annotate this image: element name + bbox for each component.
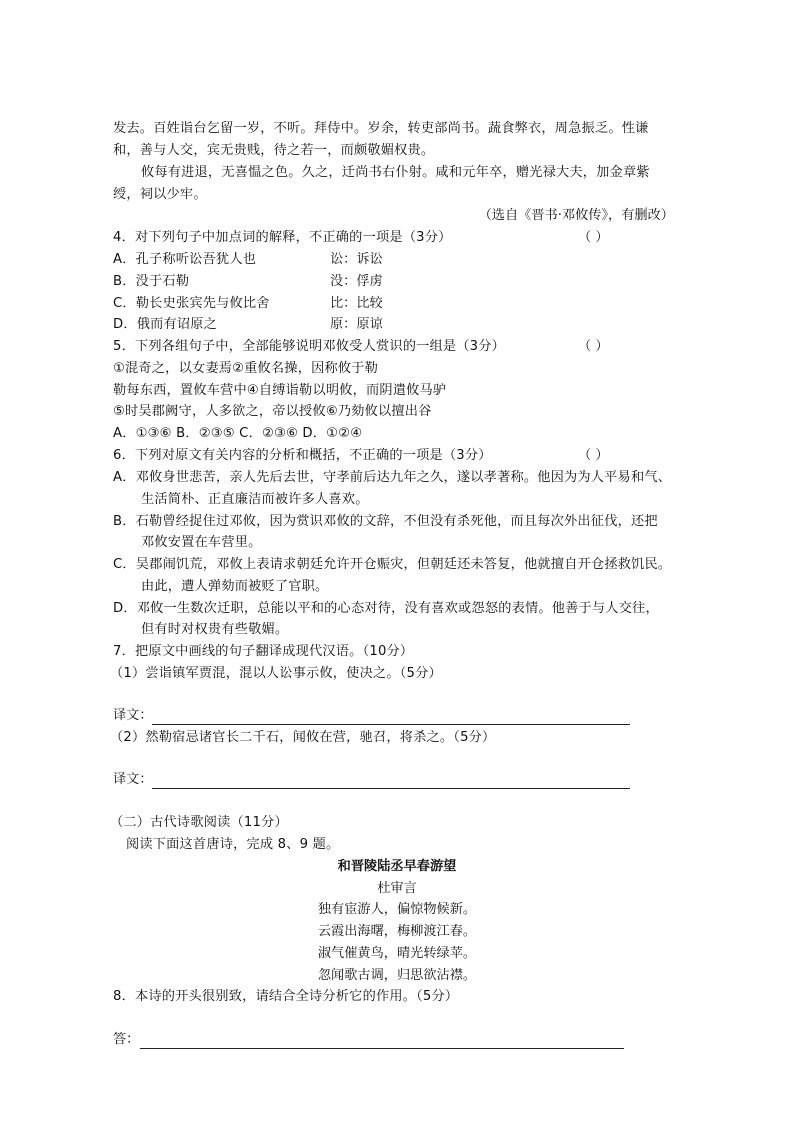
q7-sentence-2: （2）然勒宿忌诸官长二千石，闻攸在营，驰召，将杀之。（5分） [110, 730, 496, 745]
passage-line: 和，善与人交，宾无贵贱，待之若一，而颇敬媚权贵。 [113, 143, 435, 158]
passage-line: 攸每有进退，无喜愠之色。久之，迁尚书右仆射。咸和元年卒，赠光禄大夫，加金章紫 [141, 165, 650, 180]
q5-choices: A．①③⑥ B．②③⑤ C．②③⑥ D．①②④ [113, 426, 363, 441]
poem-title: 和晋陵陆丞早春游望 [337, 859, 457, 874]
q7-answer-blank-2[interactable] [152, 788, 630, 789]
poem-line: 忽闻歌古调，归思欲沾襟。 [317, 968, 477, 983]
passage-source: （选自《晋书·邓攸传》，有删改） [478, 208, 674, 223]
q4-option-b: B．没于石勒 [113, 274, 190, 289]
q4-option-a: A．孔子称听讼吾犹人也 [113, 252, 257, 267]
q8-answer-label: 答： [113, 1032, 140, 1047]
q4-answer-paren: （ ） [578, 230, 609, 245]
q8-stem: 8．本诗的开头很别致，请结合全诗分析它的作用。（5分） [113, 989, 459, 1004]
q4-option-c-def: 比：比较 [330, 296, 383, 311]
q5-sentences: 勒每东西，置攸车营中④自缚诣勒以明攸，而阴遣攸马驴 [113, 383, 447, 398]
q4-option-d: D．俄而有诏原之 [113, 317, 218, 332]
q6-option-c-cont: 由此，遭人弹劾而被贬了官职。 [141, 579, 329, 594]
q6-option-b-cont: 邓攸安置在车营里。 [141, 535, 262, 550]
q7-sentence-1: （1）尝诣镇军贾混，混以人讼事示攸，使决之。（5分） [110, 666, 442, 681]
poem-author: 杜审言 [377, 881, 417, 896]
q4-stem: 4．对下列句子中加点词的解释，不正确的一项是（3分） [113, 230, 452, 245]
q7-translation-label-1: 译文： [113, 708, 153, 723]
q5-sentences: ①混奇之，以女妻焉②重攸名操，因称攸于勒 [113, 361, 379, 376]
q4-option-c: C．勒长史张宾先与攸比舍 [113, 296, 270, 311]
q4-option-a-def: 讼：诉讼 [330, 252, 383, 267]
q7-translation-label-2: 译文： [113, 772, 153, 787]
q6-option-a-cont: 生活简朴、正直廉洁而被许多人喜欢。 [141, 492, 369, 507]
q6-option-b: B．石勒曾经捉住过邓攸，因为赏识邓攸的文辞，不但没有杀死他，而且每次外出征伐，还把 [113, 514, 658, 529]
q4-option-b-def: 没：俘虏 [330, 274, 383, 289]
q6-option-a: A．邓攸身世悲苦，亲人先后去世，守孝前后达九年之久，遂以孝著称。他因为为人平易和气、 [113, 470, 672, 485]
q5-stem: 5．下列各组句子中，全部能够说明邓攸受人赏识的一组是（3分） [113, 339, 506, 354]
q6-stem: 6．下列对原文有关内容的分析和概括，不正确的一项是（3分） [113, 448, 492, 463]
poem-line: 淑气催黄鸟，晴光转绿苹。 [317, 946, 477, 961]
q7-stem: 7．把原文中画线的句子翻译成现代汉语。（10分） [113, 644, 414, 659]
q4-option-d-def: 原：原谅 [330, 317, 383, 332]
poetry-intro: 阅读下面这首唐诗，完成 8、9 题。 [126, 837, 340, 852]
q5-sentences: ⑤时吴郡阙守，人多欲之，帝以授攸⑥乃劾攸以擅出谷 [113, 404, 432, 419]
poem-line: 云霞出海曙，梅柳渡江春。 [317, 924, 477, 939]
q8-answer-blank[interactable] [140, 1048, 624, 1049]
passage-line: 绶，祠以少牢。 [113, 187, 207, 202]
poem-line: 独有宦游人，偏惊物候新。 [317, 902, 477, 917]
q6-option-d: D．邓攸一生数次迁职，总能以平和的心态对待，没有喜欢或怨怒的表情。他善于与人交往， [113, 601, 659, 616]
q6-option-d-cont: 但有时对权贵有些敬媚。 [141, 622, 289, 637]
q6-option-c: C．吴郡闹饥荒，邓攸上表请求朝廷允许开仓赈灾，但朝廷还未答复，他就擅自开仓拯救饥民。 [113, 557, 672, 572]
poetry-section-heading: （二）古代诗歌阅读（11分） [110, 815, 288, 830]
q6-answer-paren: （ ） [578, 448, 609, 463]
passage-line: 发去。百姓诣台乞留一岁，不听。拜侍中。岁余，转吏部尚书。蔬食弊衣，周急振乏。性谦 [113, 121, 649, 136]
q5-answer-paren: （ ） [578, 339, 609, 354]
q7-answer-blank-1[interactable] [152, 724, 630, 725]
